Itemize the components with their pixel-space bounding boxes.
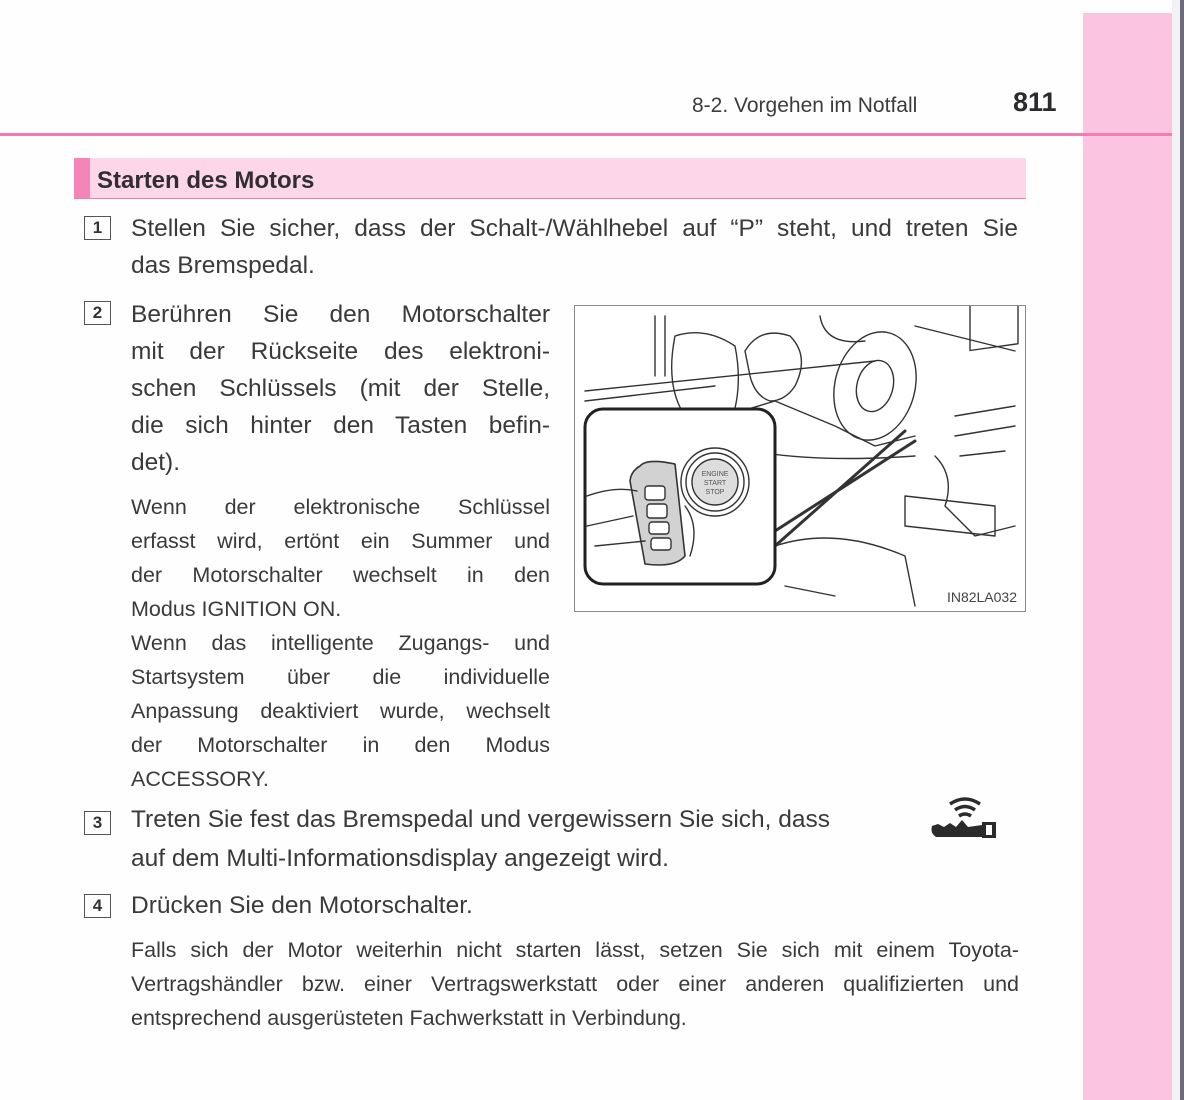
running-head: 8-2. Vorgehen im Notfall	[692, 94, 918, 117]
section-title: Starten des Motors	[97, 167, 315, 194]
driver-head	[745, 333, 801, 401]
steering-wheel	[822, 323, 928, 450]
step-2-text	[131, 296, 550, 481]
chapter-side-tab	[1083, 13, 1172, 1100]
note-line: Falls sich der Motor weiterhin nicht starten lässt, setzen Sie sich mit einem Toyota-	[131, 938, 1019, 962]
note-line: Startsystem über die individuelle	[131, 665, 550, 689]
step-4-note	[131, 933, 1019, 1035]
header-rule	[0, 133, 1172, 136]
step-4-line: Drücken Sie den Motorschalter.	[131, 892, 473, 919]
shifter-base	[905, 496, 995, 536]
step-number-badge: 1	[84, 216, 111, 240]
figure-code: IN82LA032	[946, 589, 1017, 605]
step-number-badge: 3	[84, 811, 111, 835]
scrollbar-edge	[1180, 0, 1184, 1100]
step-3-line: Treten Sie fest das Bremspedal und vergewissern Sie sich, dass	[131, 806, 831, 833]
note-line: entsprechend ausgerüsteten Fachwerkstatt in Verbindung.	[131, 1006, 687, 1030]
heading-accent-bar	[74, 158, 90, 198]
engine-start-illustration	[574, 305, 1026, 612]
note-line: Wenn das intelligente Zugangs- und	[131, 631, 550, 655]
center-display	[970, 306, 1018, 350]
button-label-line: ENGINE	[701, 471, 729, 478]
note-line: der Motorschalter in den Modus	[131, 733, 550, 757]
step-2-note-1	[131, 490, 550, 626]
step-2-line: det).	[131, 449, 181, 476]
step-2-line: schen Schlüssels (mit der Stelle,	[131, 375, 550, 402]
note-line: Modus IGNITION ON.	[131, 597, 342, 621]
note-line: Wenn der elektronische Schlüssel	[131, 495, 550, 519]
step-1-line: Stellen Sie sicher, dass der Schalt-/Wählhebel auf “P” steht, und treten Sie	[131, 215, 1018, 242]
step-2-line: mit der Rückseite des elektroni-	[131, 338, 550, 365]
note-line: erfasst wird, ertönt ein Summer und	[131, 529, 550, 553]
step-2-line: Berühren Sie den Motorschalter	[131, 301, 550, 328]
start-button	[692, 459, 738, 505]
note-line: Vertragshändler bzw. einer Vertragswerkstatt oder einer anderen qualifizierten und	[131, 972, 1019, 996]
page-number: 811	[1013, 87, 1057, 117]
button-label-line: START	[703, 480, 727, 487]
step-1-text	[131, 210, 1018, 284]
dash-line	[585, 361, 875, 391]
step-2-note-2	[131, 626, 550, 796]
step-3-line: auf dem Multi-Informationsdisplay angezeigt wird.	[131, 845, 669, 872]
smart-key-indicator-icon	[928, 796, 1002, 840]
step-1-line: das Bremspedal.	[131, 252, 315, 279]
headrest-post	[655, 316, 665, 376]
note-line: ACCESSORY.	[131, 767, 269, 791]
illustration-drawing	[575, 306, 1026, 612]
section-heading	[74, 158, 1026, 199]
step-number-badge: 4	[84, 894, 111, 918]
step-number-badge: 2	[84, 301, 111, 325]
note-line: Anpassung deaktiviert wurde, wechselt	[131, 699, 550, 723]
step-2-line: die sich hinter den Tasten befin-	[131, 412, 550, 439]
note-line: der Motorschalter wechselt in den	[131, 563, 550, 587]
page-edge	[1172, 0, 1180, 1100]
center-console	[935, 456, 1015, 536]
button-label-line: STOP	[705, 489, 725, 496]
